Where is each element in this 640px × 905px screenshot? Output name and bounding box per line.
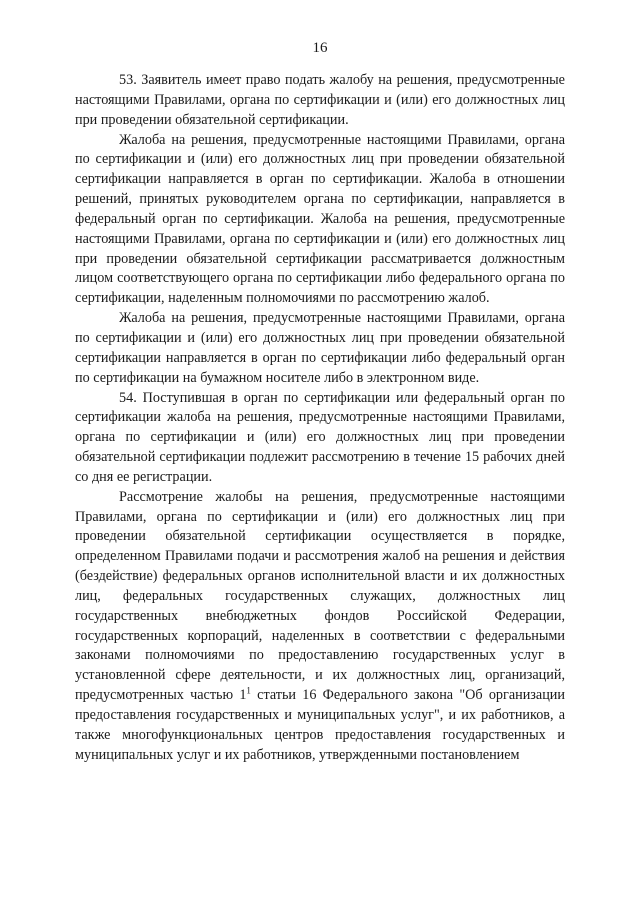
paragraph-complaint-submission: Жалоба на решения, предусмотренные настоящими Правилами, органа по сертификации и (или) его должностных лиц при проведении обязательной сертификации направляется в орган по сертификации. Жалоба в отношении решений, принятых руководителем органа по сертификации, направляется в федеральный орган по сертификации. Жалоба на решения, предусмотренные настоящими Правилами, органа по сертификации и (или) его должностных лиц при проведении обязательной сертификации рассматривается должностным лицом соответствующего органа по сертификации либо федерального органа по сертификации, наделенным полномочиями по рассмотрению жалоб. bbox=[75, 131, 565, 307]
page-number: 16 bbox=[312, 40, 328, 56]
paragraph-53: 53. Заявитель имеет право подать жалобу на решения, предусмотренные настоящими Правилами, органа по сертификации и (или) его должностных лиц при проведении обязательной сертификации. bbox=[75, 72, 565, 128]
review-text-after: статьи 16 Федерального закона "Об организации предоставления государственных и муниципальных услуг", и их работников, а также многофункциональных центров предоставления государственных и муниципальных услуг и их работников, утвержденными постановлением bbox=[75, 687, 565, 763]
footnote-superscript: 1 bbox=[246, 685, 251, 696]
document-body bbox=[75, 71, 565, 766]
paragraph-complaint-review bbox=[75, 488, 565, 766]
paragraph-complaint-format: Жалоба на решения, предусмотренные настоящими Правилами, органа по сертификации и (или) его должностных лиц при проведении обязательной сертификации направляется в орган по сертификации либо федеральный орган по сертификации на бумажном носителе либо в электронном виде. bbox=[75, 310, 565, 386]
review-text-before: Рассмотрение жалобы на решения, предусмотренные настоящими Правилами, органа по сертификации и (или) его должностных лиц при проведении обязательной сертификации осуществляется в порядке, определенном Правилами подачи и рассмотрения жалоб на решения и действия (бездействие) федеральных органов исполнительной власти и их должностных лиц, федеральных государственных служащих, должностных лиц государственных внебюджетных фондов Российской Федерации, государственных корпораций, наделенных в соответствии с федеральными законами полномочиями по предоставлению государственных услуг в установленной сфере деятельности, и их должностных лиц, организаций, предусмотренных частью 1 bbox=[75, 488, 565, 704]
paragraph-54: 54. Поступившая в орган по сертификации или федеральный орган по сертификации жалоба на решения, предусмотренные настоящими Правилами, органа по сертификации и (или) его должностных лиц при проведении обязательной сертификации подлежит рассмотрению в течение 15 рабочих дней со дня ее регистрации. bbox=[75, 389, 565, 485]
